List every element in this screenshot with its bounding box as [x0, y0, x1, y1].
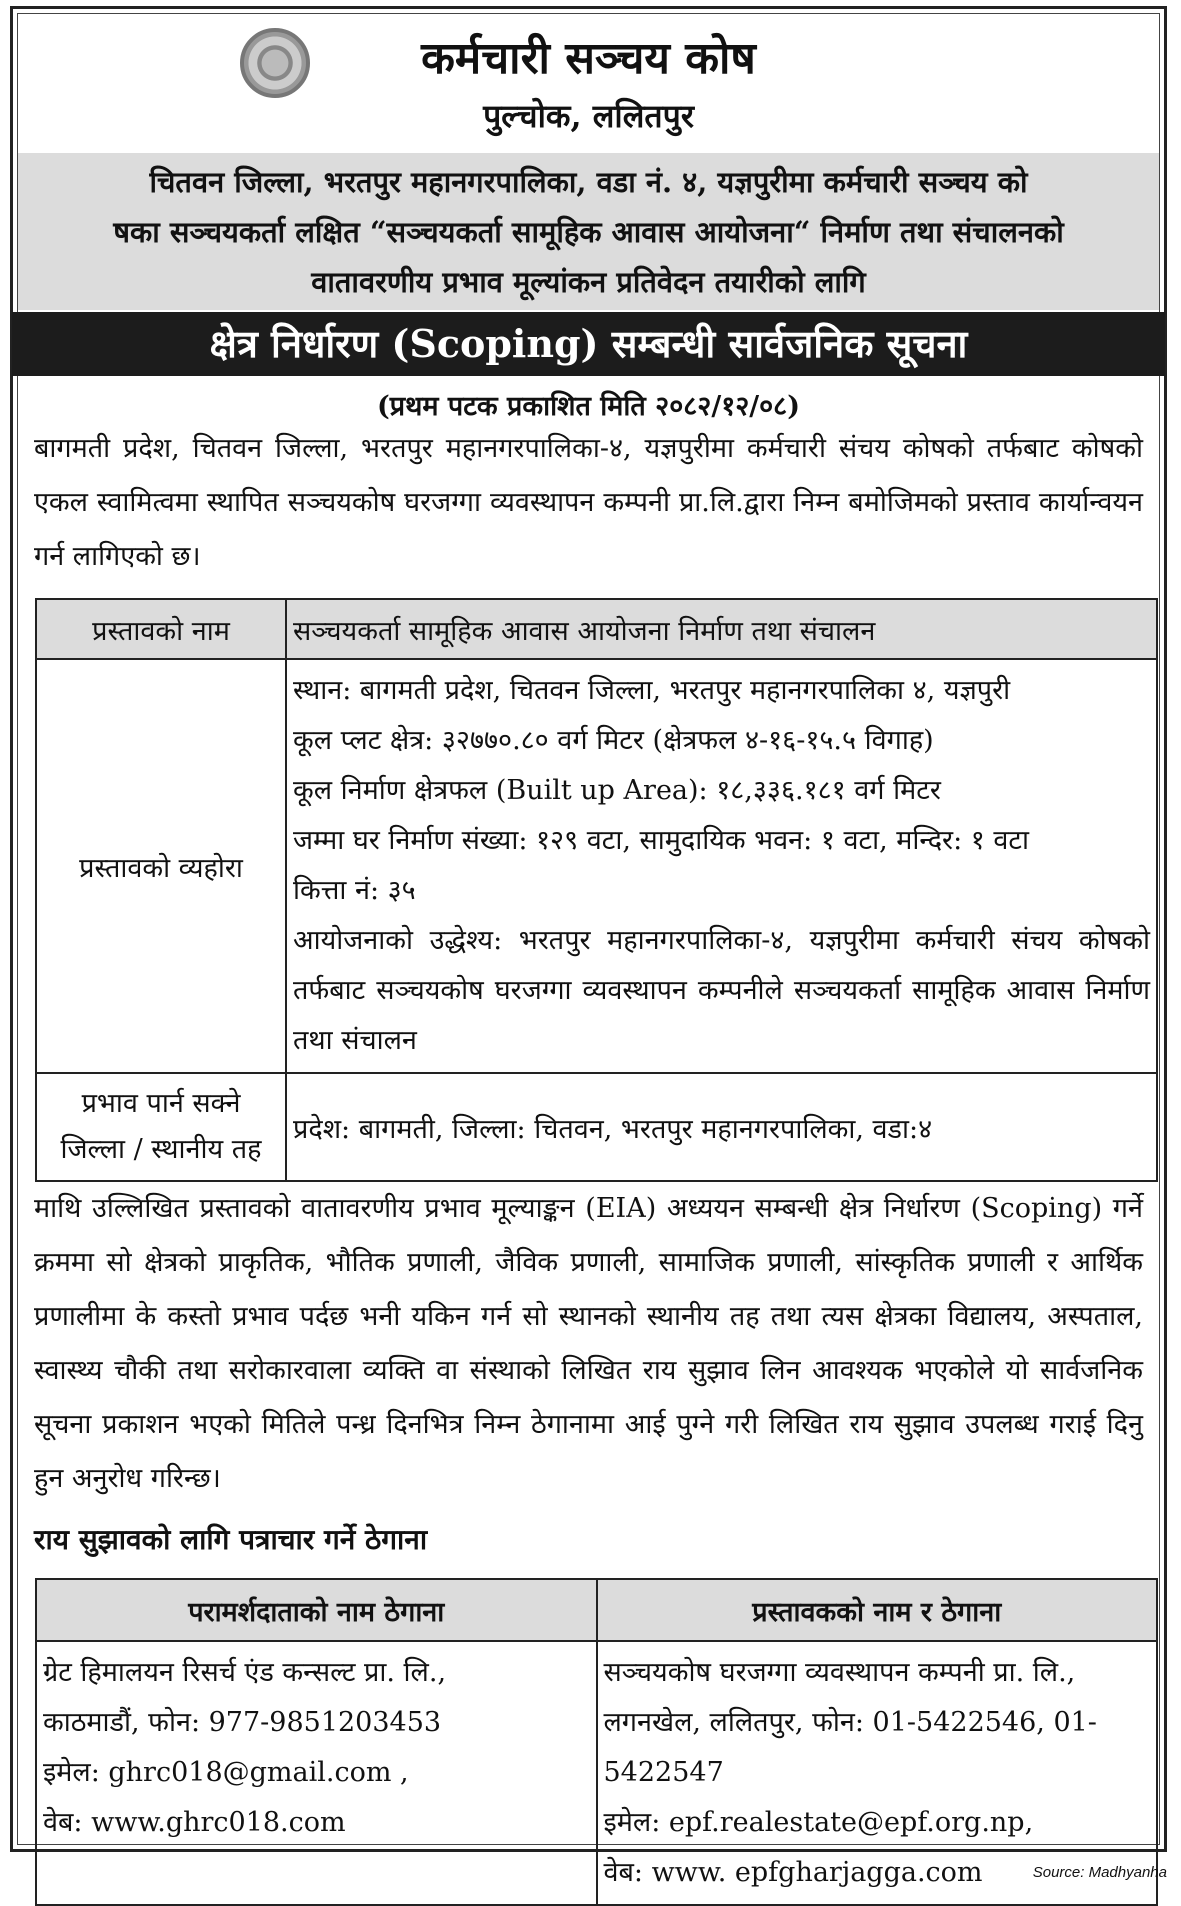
- proposal-table: [35, 598, 1158, 1182]
- proponent-email: इमेल: epf.realestate@epf.org.np,: [603, 1807, 1034, 1838]
- proposal-name-label: प्रस्तावको नाम: [36, 599, 286, 659]
- proposal-details: [286, 659, 1157, 1073]
- consultant-header: परामर्शदाताको नाम ठेगाना: [36, 1579, 597, 1641]
- contact-line: काठमाडौं, फोन: 977-9851203453: [43, 1707, 442, 1738]
- table-row: [36, 1073, 1157, 1181]
- affected-label-line: प्रभाव पार्न सक्ने: [81, 1088, 241, 1119]
- source-credit: Source: Madhyanha: [1032, 1864, 1167, 1881]
- notice-header: [18, 14, 1159, 152]
- purpose-line: वातावरणीय प्रभाव मूल्यांकन प्रतिवेदन तयारीको लागि: [311, 265, 866, 299]
- detail-line: कूल प्लट क्षेत्र: ३२७७०.८० वर्ग मिटर (क्षेत्रफल ४-१६-१५.५ विगाह): [293, 725, 934, 756]
- affected-area-value: प्रदेश: बागमती, जिल्ला: चितवन, भरतपुर महानगरपालिका, वडा:४: [286, 1073, 1157, 1181]
- intro-paragraph: बागमती प्रदेश, चितवन जिल्ला, भरतपुर महानगरपालिका-४, यज्ञपुरीमा कर्मचारी संचय कोषको तर्फबाट कोषको एकल स्वामित्वमा स्थापित सञ्चयकोष घरजग्गा व्यवस्थापन कम्पनी प्रा.लि.द्वारा निम्न बमोजिमको प्रस्ताव कार्यान्वयन गर्न लागिएको छ।: [34, 433, 1143, 572]
- affected-area-label: [36, 1073, 286, 1181]
- table-row: [36, 1641, 1157, 1905]
- publish-date: (प्रथम पटक प्रकाशित मिति २०८२/१२/०८): [377, 391, 800, 422]
- detail-line: जम्मा घर निर्माण संख्या: १२९ वटा, सामुदायिक भवन: १ वटा, मन्दिर: १ वटा: [293, 825, 1030, 856]
- consultant-website: वेब: www.ghrc018.com: [43, 1807, 346, 1838]
- proponent-website: वेब: www. epfgharjagga.com: [603, 1857, 983, 1888]
- detail-line: स्थान: बागमती प्रदेश, चितवन जिल्ला, भरतपुर महानगरपालिका ४, यज्ञपुरी: [293, 675, 1011, 706]
- purpose-band: [18, 153, 1159, 310]
- contact-line: ग्रेट हिमालयन रिसर्च एंड कन्सल्ट प्रा. लि.,: [43, 1657, 447, 1688]
- consultant-contact: [36, 1641, 597, 1905]
- detail-line: आयोजनाको उद्धेश्य: भरतपुर महानगरपालिका-४, यज्ञपुरीमा कर्मचारी संचय कोषको तर्फबाट सञ्चयकोष घरजग्गा व्यवस्थापन कम्पनीले सञ्चयकर्ता सामूहिक आवास निर्माण तथा संचालन: [293, 925, 1150, 1056]
- affected-label-line: जिल्ला / स्थानीय तह: [60, 1134, 262, 1165]
- contact-line: लगनखेल, ललितपुर, फोन: 01-5422546, 01-5422547: [603, 1707, 1097, 1788]
- contact-line: सञ्चयकोष घरजग्गा व्यवस्थापन कम्पनी प्रा. लि.,: [603, 1657, 1076, 1688]
- org-location: पुल्चोक, ललितपुर: [483, 97, 694, 135]
- body-paragraph: माथि उल्लिखित प्रस्तावको वातावरणीय प्रभाव मूल्याङ्कन (EIA) अध्ययन सम्बन्धी क्षेत्र निर्धारण (Scoping) गर्ने क्रममा सो क्षेत्रको प्राकृतिक, भौतिक प्रणाली, जैविक प्रणाली, सामाजिक प्रणाली, सांस्कृतिक प्रणाली र आर्थिक प्रणालीमा के कस्तो प्रभाव पर्दछ भनी यकिन गर्न सो स्थानको स्थानीय तह तथा त्यस क्षेत्रका विद्यालय, अस्पताल, स्वास्थ्य चौकी तथा सरोकारवाला व्यक्ति वा संस्थाको लिखित राय सुझाव लिन आवश्यक भएकोले यो सार्वजनिक सूचना प्रकाशन भएको मितिले पन्ध्र दिनभित्र निम्न ठेगानामा आई पुग्ने गरी लिखित राय सुझाव उपलब्ध गराई दिनु हुन अनुरोध गरिन्छ।: [34, 1193, 1143, 1494]
- detail-line: कूल निर्माण क्षेत्रफल (Built up Area): १८,३३६.१८१ वर्ग मिटर: [293, 775, 941, 806]
- purpose-line: चितवन जिल्ला, भरतपुर महानगरपालिका, वडा नं. ४, यज्ञपुरीमा कर्मचारी सञ्चय को: [149, 165, 1028, 199]
- consultant-email: इमेल: ghrc018@gmail.com ,: [43, 1757, 409, 1788]
- table-row: [36, 1579, 1157, 1641]
- proponent-header: प्रस्तावकको नाम र ठेगाना: [597, 1579, 1158, 1641]
- detail-line: कित्ता नं: ३५: [293, 875, 416, 906]
- notice-banner: क्षेत्र निर्धारण (Scoping) सम्बन्धी सार्वजनिक सूचना: [12, 312, 1165, 376]
- table-row: [36, 659, 1157, 1073]
- table-row: [36, 599, 1157, 659]
- proposal-details-label: प्रस्तावको व्यहोरा: [36, 659, 286, 1073]
- contact-table: [35, 1578, 1158, 1906]
- contact-heading: राय सुझावको लागि पत्राचार गर्ने ठेगाना: [34, 1523, 428, 1556]
- purpose-line: षका सञ्चयकर्ता लक्षित “सञ्चयकर्ता सामूहिक आवास आयोजना“ निर्माण तथा संचालनको: [113, 215, 1064, 249]
- proposal-name-value: सञ्चयकर्ता सामूहिक आवास आयोजना निर्माण तथा संचालन: [286, 599, 1157, 659]
- org-title: कर्मचारी सञ्चय कोष: [421, 33, 756, 84]
